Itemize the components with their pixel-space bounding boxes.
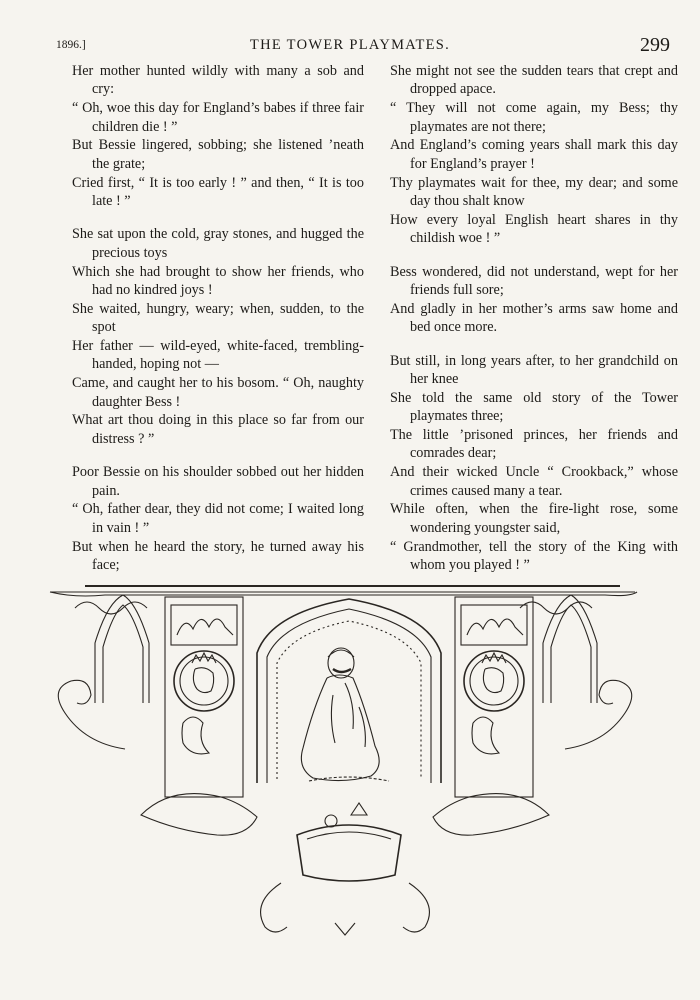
- verse-line: How every loyal English heart shares in thy childish woe ! ”: [390, 211, 678, 247]
- flourish-left: [58, 680, 125, 749]
- toy-block: [351, 803, 367, 815]
- toy-basket-rim: [307, 832, 391, 839]
- poem-column-left: [56, 62, 364, 589]
- child-hands-over-face: [333, 669, 351, 672]
- stanza: [374, 352, 678, 575]
- stanza: [56, 463, 364, 574]
- verse-line: Poor Bessie on his shoulder sobbed out her hidden pain.: [72, 464, 364, 499]
- decorative-illustration: [45, 583, 645, 943]
- engraving-svg: [45, 583, 645, 943]
- verse-line: And gladly in her mother’s arms saw home and bed once more.: [390, 300, 678, 336]
- verse-line: Which she had brought to show her friends, who had no kindred joys !: [72, 263, 364, 299]
- princes-head-right: [483, 668, 503, 693]
- pilaster-right-panel: [461, 605, 527, 645]
- poem-column-right: [374, 62, 678, 589]
- cherub-carving-left: [177, 619, 233, 635]
- verse-line: She waited, hungry, weary; when, sudden, to the spot: [72, 300, 364, 336]
- child-head: [328, 648, 354, 678]
- gothic-arch-left-inner: [103, 605, 143, 703]
- verse-line: “ Grandmother, tell the story of the King with whom you played ! ”: [390, 538, 678, 574]
- stanza: [56, 225, 364, 448]
- verse-line: Thy playmates wait for thee, my dear; and some day thou shalt know: [390, 174, 678, 210]
- verse-line: Came, and caught her to his bosom. “ Oh, naughty daughter Bess !: [72, 375, 364, 410]
- tower-niche-arch-inner: [267, 609, 431, 783]
- medallion-right-inner: [470, 657, 518, 705]
- verse-line: And their wicked Uncle “ Crookback,” whose crimes caused many a tear.: [390, 464, 678, 499]
- verse-line: The little ’prisoned princes, her friends and comrades dear;: [390, 427, 678, 462]
- toy-basket: [297, 825, 401, 881]
- stanza: [374, 62, 678, 248]
- verse-line: “ Oh, woe this day for England’s babes if three fair children die ! ”: [72, 100, 364, 135]
- cherub-carving-right: [467, 619, 523, 635]
- medallion-left: [174, 651, 234, 711]
- princes-head-left: [193, 668, 213, 693]
- verse-line: She might not see the sudden tears that crept and dropped apace.: [390, 63, 678, 98]
- page-number: 299: [640, 34, 670, 56]
- flourish-bottom: [261, 883, 430, 932]
- stanza: [374, 263, 678, 337]
- cornice-curve: [50, 592, 637, 596]
- verse-line: And England’s coming years shall mark this day for England’s prayer !: [390, 137, 678, 172]
- flourish-right: [565, 680, 632, 749]
- eagle-carving-right: [472, 717, 499, 754]
- verse-line: “ Oh, father dear, they did not come; I waited long in vain ! ”: [72, 501, 364, 536]
- ribbon-scroll-left: [141, 794, 257, 836]
- verse-line: “ They will not come again, my Bess; thy playmates are not there;: [390, 100, 678, 135]
- pilaster-left-panel: [171, 605, 237, 645]
- verse-line: Her mother hunted wildly with many a sob and cry:: [72, 63, 364, 98]
- pilaster-left: [165, 597, 243, 797]
- pilaster-right: [455, 597, 533, 797]
- verse-line: But still, in long years after, to her grandchild on her knee: [390, 352, 678, 388]
- medallion-left-inner: [180, 657, 228, 705]
- gothic-arch-right-inner: [551, 605, 591, 703]
- child-hair: [328, 650, 354, 657]
- stanza: [56, 62, 364, 210]
- pendant-ornament: [335, 923, 355, 935]
- verse-line: But Bessie lingered, sobbing; she listened ’neath the grate;: [72, 137, 364, 172]
- verse-line: Her father — wild-eyed, white-faced, trembling-handed, hoping not —: [72, 338, 364, 373]
- dress-folds: [331, 683, 365, 747]
- verse-line: Bess wondered, did not understand, wept for her friends full sore;: [390, 263, 678, 299]
- verse-line: While often, when the fire-light rose, some wondering youngster said,: [390, 501, 678, 536]
- toy-ball: [325, 815, 337, 827]
- verse-line: What art thou doing in this place so far from our distress ? ”: [72, 412, 364, 447]
- verse-line: She sat upon the cold, gray stones, and hugged the precious toys: [72, 226, 364, 261]
- running-head: [0, 34, 700, 64]
- medallion-right: [464, 651, 524, 711]
- eagle-carving-left: [182, 717, 209, 754]
- verse-line: But when he heard the story, he turned away his face;: [72, 538, 364, 574]
- child-dress: [301, 675, 379, 781]
- niche-shading: [277, 621, 421, 779]
- running-head-title: THE TOWER PLAYMATES.: [249, 37, 451, 53]
- verse-line: She told the same old story of the Tower playmates three;: [390, 389, 678, 425]
- ribbon-scroll-right: [433, 794, 549, 836]
- running-head-year: 1896.]: [56, 39, 86, 51]
- verse-line: Cried first, “ It is too early ! ” and then, “ It is too late ! ”: [72, 174, 364, 210]
